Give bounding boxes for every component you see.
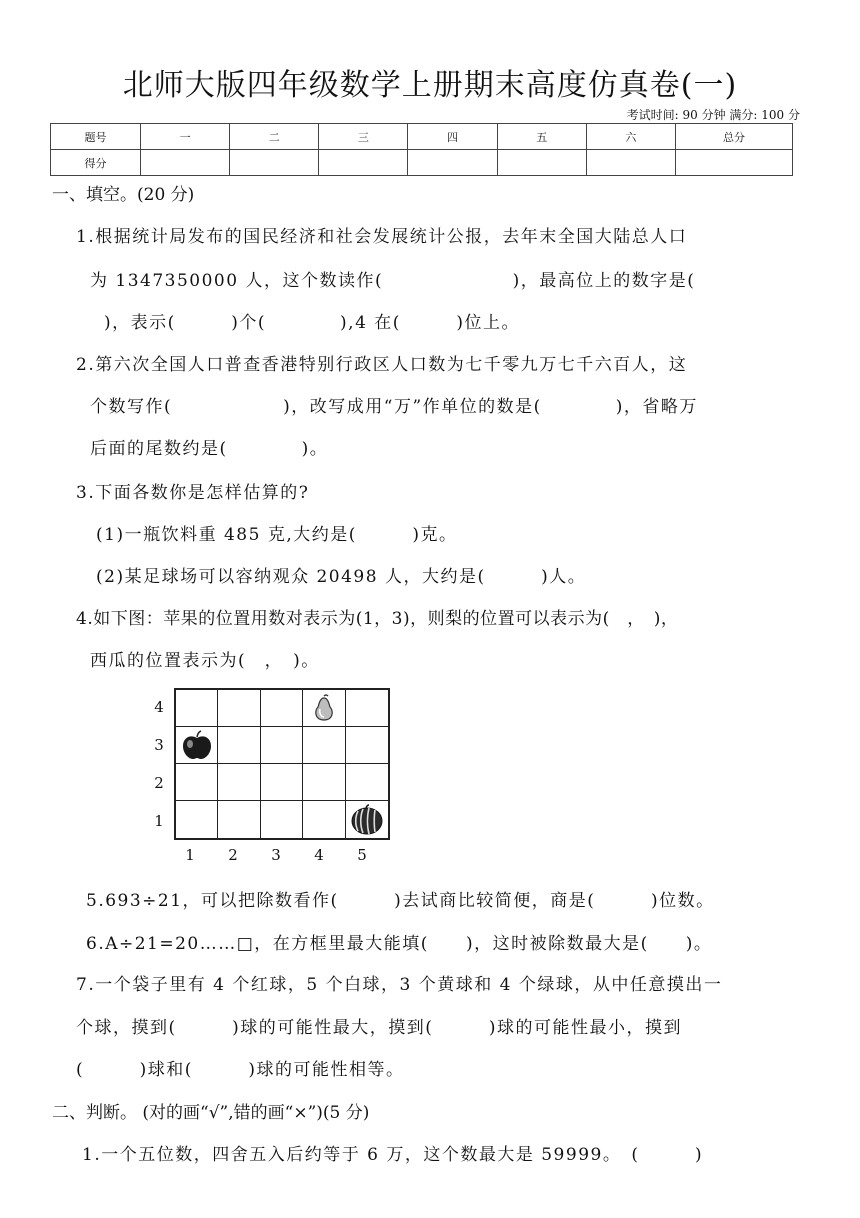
score-table-header-label: 题号 xyxy=(51,124,141,150)
score-cell[interactable] xyxy=(319,150,408,176)
question-line: 3.下面各数你是怎样估算的? xyxy=(76,483,310,503)
x-axis-label: 2 xyxy=(228,846,238,864)
question-line: ( )球和( )球的可能性相等。 xyxy=(76,1060,405,1080)
grid-cell xyxy=(303,727,345,764)
grid-cell xyxy=(261,727,303,764)
score-table-score-row xyxy=(51,150,793,176)
position-grid-figure xyxy=(150,688,400,868)
grid-cell xyxy=(176,764,218,801)
x-axis-label: 1 xyxy=(185,846,195,864)
score-cell[interactable] xyxy=(408,150,497,176)
grid-cell xyxy=(303,690,345,727)
score-cell[interactable] xyxy=(497,150,586,176)
score-table-col: 五 xyxy=(497,124,586,150)
exam-meta: 考试时间: 90 分钟 满分: 100 分 xyxy=(626,108,800,122)
score-table-col: 一 xyxy=(141,124,230,150)
question-line: 个球，摸到( )球的可能性最大，摸到( )球的可能性最小，摸到 xyxy=(76,1018,683,1038)
grid-cell xyxy=(176,690,218,727)
score-table-col: 三 xyxy=(319,124,408,150)
score-table-col: 四 xyxy=(408,124,497,150)
score-table xyxy=(50,123,793,176)
page-title: 北师大版四年级数学上册期末高度仿真卷(一) xyxy=(122,68,738,103)
question-line: 后面的尾数约是( )。 xyxy=(90,439,329,459)
question-line: 1.一个五位数，四舍五入后约等于 6 万，这个数最大是 59999。 ( ) xyxy=(82,1145,704,1165)
question-line: 5.693÷21，可以把除数看作( )去试商比较简便，商是( )位数。 xyxy=(86,891,715,911)
grid-cell xyxy=(261,764,303,801)
score-cell[interactable] xyxy=(586,150,675,176)
score-cell[interactable] xyxy=(141,150,230,176)
question-line: (2)某足球场可以容纳观众 20498 人，大约是( )人。 xyxy=(96,567,587,587)
question-line: 6.A÷21=20……□，在方框里最大能填( )，这时被除数最大是( )。 xyxy=(86,934,713,954)
grid-cell xyxy=(218,801,260,838)
score-table-col: 六 xyxy=(586,124,675,150)
question-line: 7.一个袋子里有 4 个红球，5 个白球，3 个黄球和 4 个绿球，从中任意摸出一 xyxy=(76,975,723,995)
grid-cell xyxy=(346,690,388,727)
question-line: 4.如下图：苹果的位置用数对表示为(1，3)，则梨的位置可以表示为( ， )， xyxy=(76,609,679,629)
y-axis-label: 2 xyxy=(154,774,164,792)
grid-cell xyxy=(346,801,388,838)
y-axis-label: 4 xyxy=(154,698,164,716)
apple-icon xyxy=(180,729,214,761)
question-line: 1.根据统计局发布的国民经济和社会发展统计公报，去年末全国大陆总人口 xyxy=(76,227,688,247)
question-line: 个数写作( )，改写成用“万”作单位的数是( )，省略万 xyxy=(90,397,698,417)
question-line: )，表示( )个( ),4 在( )位上。 xyxy=(104,313,521,333)
score-table-col: 二 xyxy=(230,124,319,150)
grid-cell xyxy=(218,690,260,727)
x-axis-label: 4 xyxy=(314,846,324,864)
grid-cell xyxy=(261,801,303,838)
grid-cell xyxy=(176,727,218,764)
question-line: 为 1347350000 人，这个数读作( )，最高位上的数字是( xyxy=(90,271,714,291)
x-axis-label: 5 xyxy=(357,846,367,864)
grid-cell xyxy=(346,727,388,764)
question-line: (1)一瓶饮料重 485 克,大约是( )克。 xyxy=(96,525,458,545)
pear-icon xyxy=(309,693,339,723)
grid-cell xyxy=(218,764,260,801)
question-line: 西瓜的位置表示为( ， )。 xyxy=(90,651,320,671)
score-table-col: 总分 xyxy=(676,124,793,150)
score-cell[interactable] xyxy=(676,150,793,176)
grid-cell xyxy=(303,764,345,801)
grid-cell xyxy=(176,801,218,838)
grid-cell xyxy=(303,801,345,838)
position-grid xyxy=(174,688,390,840)
question-line: 2.第六次全国人口普查香港特别行政区人口数为七千零九万七千六百人，这 xyxy=(76,355,688,375)
score-cell[interactable] xyxy=(230,150,319,176)
grid-cell xyxy=(346,764,388,801)
grid-cell xyxy=(218,727,260,764)
section2-heading: 二、判断。 (对的画“√”,错的画“×”)(5 分) xyxy=(52,1103,370,1123)
section1-heading: 一、填空。(20 分) xyxy=(52,185,195,205)
y-axis-label: 3 xyxy=(154,736,164,754)
score-table-header-row xyxy=(51,124,793,150)
watermelon-icon xyxy=(350,804,384,836)
grid-cell xyxy=(261,690,303,727)
x-axis-label: 3 xyxy=(271,846,281,864)
y-axis-label: 1 xyxy=(154,812,164,830)
score-table-score-label: 得分 xyxy=(51,150,141,176)
